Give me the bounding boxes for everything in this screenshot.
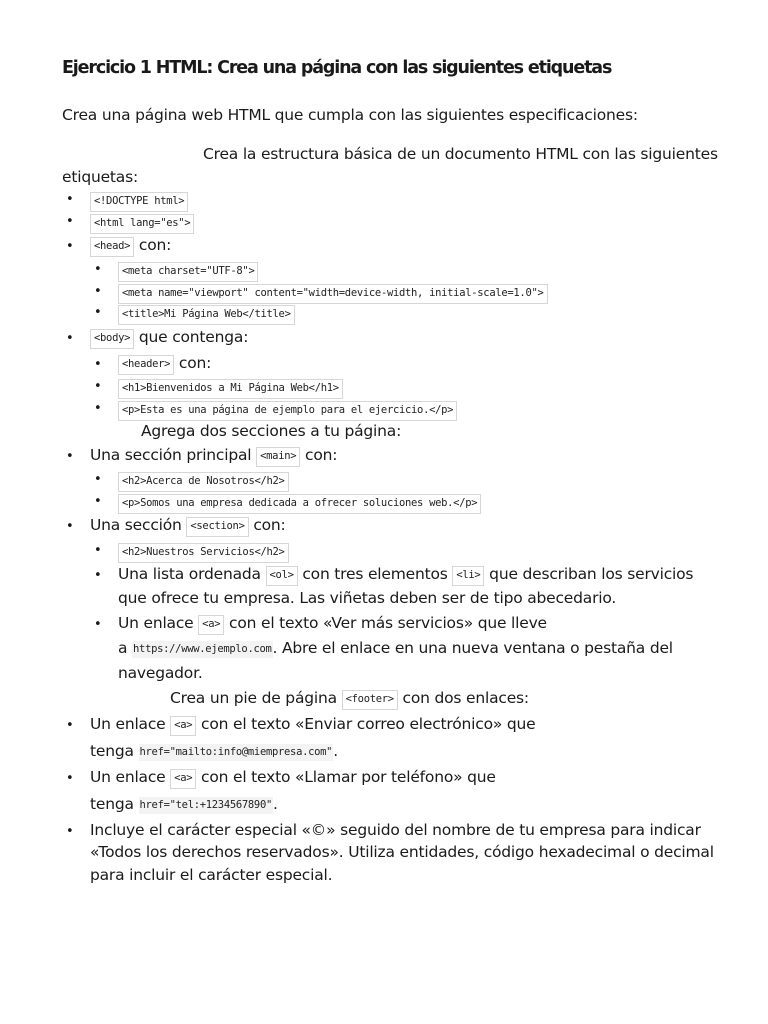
code-a: <a> xyxy=(198,615,224,635)
link-line3: navegador. xyxy=(118,664,203,682)
copyright-line1: Incluye el carácter especial «©» seguido del nombre de tu empresa para indicar xyxy=(90,821,701,839)
intro-text: Crea una página web HTML que cumpla con las siguientes especificaciones: xyxy=(62,106,638,124)
code-p: <p>Esta es una página de ejemplo para el ejercicio.</p> xyxy=(118,401,457,421)
ol-suffix: que describan los servicios xyxy=(484,565,694,583)
list-item-h1 xyxy=(94,377,343,399)
copyright-line3: para incluir el carácter especial. xyxy=(90,866,333,884)
head-suffix: con: xyxy=(134,236,172,254)
tel-suffix: con el texto «Llamar por teléfono» que xyxy=(196,768,496,786)
list-item-main-h2 xyxy=(94,470,289,492)
step1-text-line1: Crea la estructura básica de un documento HTML con las siguientes xyxy=(203,145,718,163)
link-line2-prefix: a xyxy=(118,639,133,657)
bullet-icon: • xyxy=(94,284,102,299)
code-main-h2: <h2>Acerca de Nosotros</h2> xyxy=(118,472,289,492)
link-line2-suffix: . Abre el enlace en una nueva ventana o pestaña del xyxy=(272,639,673,657)
code-a: <a> xyxy=(170,716,196,736)
code-html: <html lang="es"> xyxy=(90,214,194,234)
list-item-title xyxy=(94,303,295,325)
body-suffix: que contenga: xyxy=(134,328,249,346)
list-item-meta-viewport xyxy=(94,282,548,304)
mail-prefix: Un enlace xyxy=(90,715,171,733)
list-item-tel xyxy=(66,767,496,789)
mail-line2-prefix: tenga xyxy=(90,742,139,760)
code-footer: <footer> xyxy=(342,690,398,710)
bullet-icon: • xyxy=(94,543,102,558)
link-prefix: Un enlace xyxy=(118,614,199,632)
page-title: Ejercicio 1 HTML: Crea una página con las siguientes etiquetas xyxy=(62,58,612,78)
code-section: <section> xyxy=(186,517,248,537)
bullet-icon: • xyxy=(66,519,74,534)
bullet-icon: • xyxy=(94,379,102,394)
bullet-icon: • xyxy=(94,568,102,583)
header-suffix: con: xyxy=(174,354,212,372)
tel-line2-suffix: . xyxy=(273,795,278,813)
link-line2 xyxy=(118,638,673,658)
bullet-icon: • xyxy=(94,262,102,277)
list-item-head xyxy=(66,235,171,257)
code-h1: <h1>Bienvenidos a Mi Página Web</h1> xyxy=(118,379,343,399)
bullet-icon: • xyxy=(66,718,74,733)
main-suffix: con: xyxy=(300,446,338,464)
list-item-section xyxy=(66,515,286,537)
bullet-icon: • xyxy=(66,192,74,207)
bullet-icon: • xyxy=(66,214,74,229)
list-item-body xyxy=(66,327,248,349)
code-link-url: https://www.ejemplo.com xyxy=(132,641,273,658)
bullet-icon: • xyxy=(66,331,74,346)
code-title: <title>Mi Página Web</title> xyxy=(118,305,295,325)
step3-text xyxy=(170,688,529,710)
step3-suffix: con dos enlaces: xyxy=(397,689,529,707)
list-item-main-p xyxy=(94,492,481,514)
code-main-p: <p>Somos una empresa dedicada a ofrecer soluciones web.</p> xyxy=(118,494,481,514)
main-prefix: Una sección principal xyxy=(90,446,257,464)
code-tel-href: href="tel:+1234567890" xyxy=(139,797,273,814)
bullet-icon: • xyxy=(66,824,74,839)
list-item-section-h2 xyxy=(94,541,289,563)
code-doctype: <!DOCTYPE html> xyxy=(90,192,188,212)
list-item-copyright xyxy=(66,820,701,839)
code-head: <head> xyxy=(90,237,134,257)
section-suffix: con: xyxy=(248,516,286,534)
ol-line2: que ofrece tu empresa. Las viñetas deben ser de tipo abecedario. xyxy=(118,589,617,607)
tel-prefix: Un enlace xyxy=(90,768,171,786)
list-item-main xyxy=(66,445,337,467)
code-body: <body> xyxy=(90,329,134,349)
list-item-link xyxy=(94,613,547,635)
list-item-doctype xyxy=(66,190,188,212)
list-item-mail xyxy=(66,714,535,736)
code-li: <li> xyxy=(452,566,484,586)
list-item-p xyxy=(94,399,457,421)
code-meta-viewport: <meta name="viewport" content="width=device-width, initial-scale=1.0"> xyxy=(118,284,548,304)
step3-prefix: Crea un pie de página xyxy=(170,689,342,707)
mail-line2-suffix: . xyxy=(333,742,338,760)
code-meta-charset: <meta charset="UTF-8"> xyxy=(118,262,258,282)
step2-text: Agrega dos secciones a tu página: xyxy=(141,422,402,440)
code-a: <a> xyxy=(170,769,196,789)
code-mail-href: href="mailto:info@miempresa.com" xyxy=(139,744,334,761)
code-ol: <ol> xyxy=(266,566,298,586)
mail-suffix: con el texto «Enviar correo electrónico» que xyxy=(196,715,536,733)
list-item-header xyxy=(94,353,211,375)
code-header: <header> xyxy=(118,355,174,375)
bullet-icon: • xyxy=(94,305,102,320)
link-suffix: con el texto «Ver más servicios» que lleve xyxy=(224,614,547,632)
code-main: <main> xyxy=(256,447,300,467)
bullet-icon: • xyxy=(94,617,102,632)
list-item-html xyxy=(66,212,194,234)
code-section-h2: <h2>Nuestros Servicios</h2> xyxy=(118,543,289,563)
bullet-icon: • xyxy=(94,401,102,416)
bullet-icon: • xyxy=(66,449,74,464)
list-item-meta-charset xyxy=(94,260,258,282)
list-item-ol xyxy=(94,564,693,586)
bullet-icon: • xyxy=(66,771,74,786)
bullet-icon: • xyxy=(94,494,102,509)
ol-mid: con tres elementos xyxy=(297,565,453,583)
step1-text-line2: etiquetas: xyxy=(62,168,138,186)
tel-line2 xyxy=(90,794,278,814)
ol-prefix: Una lista ordenada xyxy=(118,565,266,583)
bullet-icon: • xyxy=(94,472,102,487)
mail-line2 xyxy=(90,741,338,761)
tel-line2-prefix: tenga xyxy=(90,795,139,813)
bullet-icon: • xyxy=(66,239,74,254)
copyright-line2: «Todos los derechos reservados». Utiliza entidades, código hexadecimal o decimal xyxy=(90,843,714,861)
bullet-icon: • xyxy=(94,357,102,372)
section-prefix: Una sección xyxy=(90,516,187,534)
